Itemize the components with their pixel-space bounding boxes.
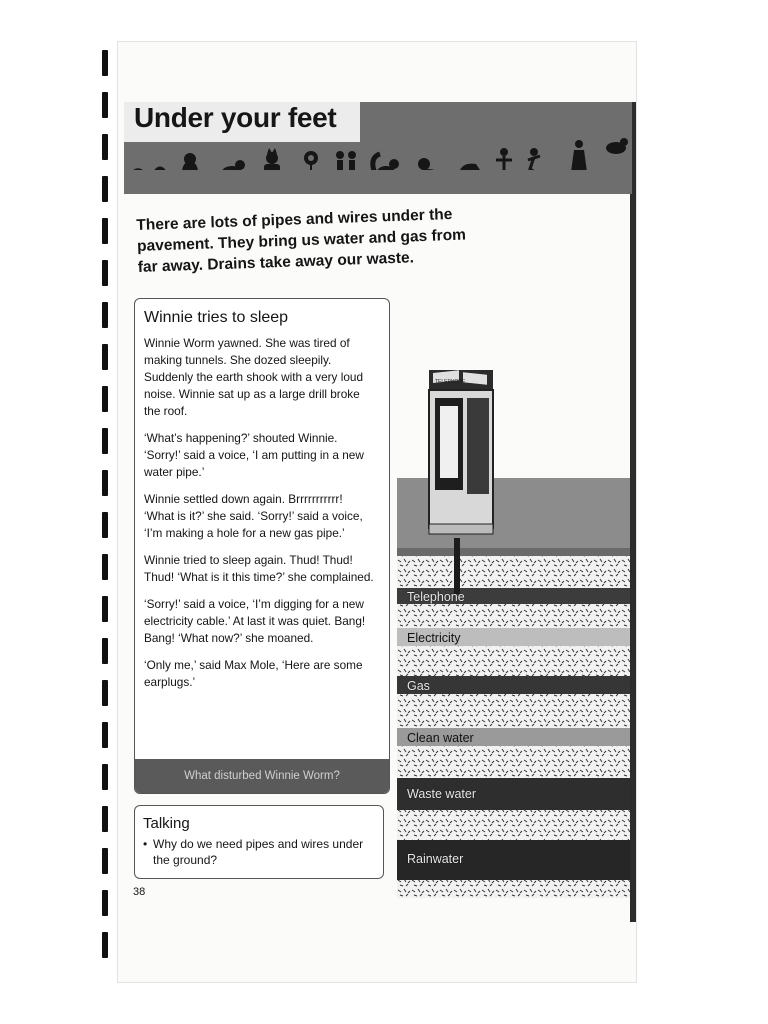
phone-sign-text: TELEPHONE	[435, 379, 466, 385]
talking-title: Talking	[143, 815, 190, 832]
page-number: 38	[133, 886, 146, 898]
binding-marks	[102, 50, 110, 970]
story-question: What disturbed Winnie Worm?	[135, 759, 389, 793]
animal-icon	[606, 138, 628, 154]
label-rainwater: Rainwater	[407, 852, 464, 866]
story-paragraph: Winnie settled down again. Brrrrrrrrrrr! ‘What is it?’ she said. ‘Sorry!’ said a voice, ‘I’m making a hole for a new gas pipe.’	[144, 492, 363, 540]
label-clean-water: Clean water	[407, 731, 474, 745]
story-paragraph: ‘Sorry!’ said a voice, ‘I’m digging for a new electricity cable.’ At last it was quiet. Bang! Bang! ‘What now?’ she moaned.	[144, 597, 366, 645]
label-electricity: Electricity	[407, 631, 461, 645]
story-title: Winnie tries to sleep	[144, 309, 289, 326]
scalloped-border	[124, 170, 632, 210]
talking-box	[134, 805, 384, 879]
label-telephone: Telephone	[407, 590, 465, 604]
story-paragraph: ‘What’s happening?’ shouted Winnie. ‘Sorry!’ said a voice, ‘I am putting in a new water pipe.’	[144, 431, 364, 479]
story-box	[134, 298, 390, 794]
story-paragraph: Winnie tried to sleep again. Thud! Thud! Thud! ‘What is it this time?’ she complained.	[144, 553, 374, 584]
label-gas: Gas	[407, 679, 430, 693]
page-edge	[630, 102, 636, 922]
phone-box-icon	[423, 366, 499, 542]
label-waste-water: Waste water	[407, 787, 477, 801]
story-paragraph: Winnie Worm yawned. She was tired of making tunnels. She dozed sleepily. Suddenly the earth shook with a very loud noise. Winnie sat up as a large drill broke the roof.	[144, 336, 364, 418]
band-gas	[397, 676, 630, 694]
phone-pole	[454, 538, 460, 594]
talking-bullet	[143, 836, 373, 868]
bullet-icon: •	[143, 837, 148, 851]
talking-bullet-text: Why do we need pipes and wires under the ground?	[153, 837, 364, 867]
intro-paragraph: There are lots of pipes and wires under the pavement. They bring us water and gas from far away. Drains take away our waste.	[136, 205, 467, 276]
story-paragraph: ‘Only me,’ said Max Mole, ‘Here are some earplugs.’	[144, 658, 363, 689]
page-title: Under your feet	[134, 102, 337, 133]
